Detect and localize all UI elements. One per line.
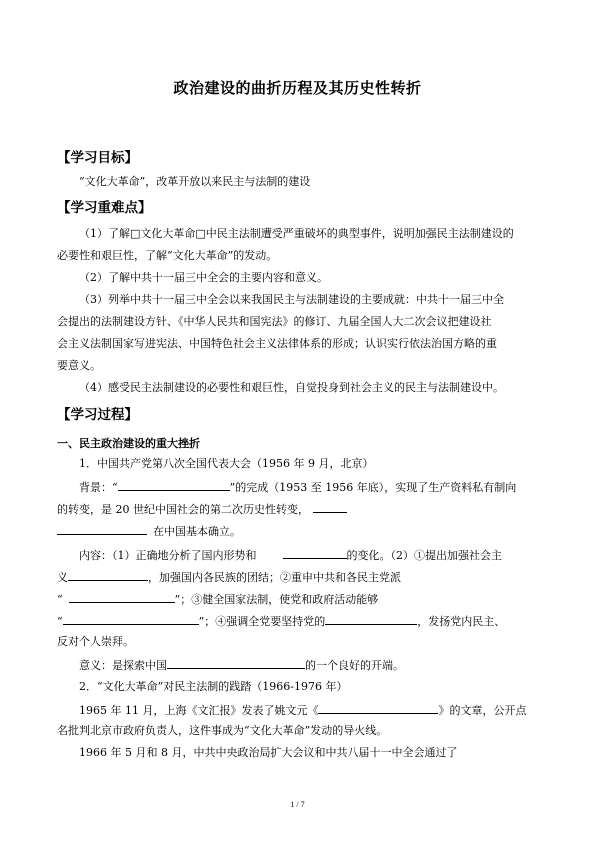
key-point-2: （2）了解中共十一届三中全会的主要内容和意义。 [79,271,328,284]
blank-4[interactable] [283,547,347,559]
blank-9[interactable] [167,657,305,669]
nr-text-f: ”；③健全国家法制，使党和政府活动能够 [174,593,379,606]
key-point-1a: （1）了解□文化大革命□中民主法制遭受严重破坏的典型事件，说明加强民主法制建设的 [79,227,514,240]
p2-text-a: 1965 年 11 月，上海《文汇报》发表了姚文元《 [79,704,319,717]
key-point-1b: 必要性和艰巨性，了解“文化大革命”的发动。 [57,249,278,262]
nr-text-i: ，发扬党内民主、 [417,615,506,628]
nr-text-h: ”；④强调全党要坚持党的 [198,615,326,628]
key-point-4: （4）感受民主法制建设的必要性和艰巨性，自觉投身到社会主义的民主与法制建设中。 [79,381,504,394]
para-2-line-2: 名批判北京市政府负责人，这件事成为“文化大革命”发动的导火线。 [57,724,388,737]
blank-10[interactable] [318,702,438,714]
blank-2[interactable] [313,501,347,513]
section-1-title: 一、民主政治建设的重大挫折 [57,437,200,450]
content-line-3 [57,591,537,607]
nr-text-a: 内容：（1）正确地分析了国内形势和 [79,549,257,562]
nr-text-g: “ [57,615,63,628]
para-2-title: 2．“文化大革命”对民主法制的践踏（1966-1976 年） [79,680,348,693]
background-line-2 [57,501,537,517]
blank-5[interactable] [68,569,148,581]
page-number: 1 / 7 [290,800,305,809]
para-2-line-1 [79,702,559,718]
key-point-3b: 会提出的法制建设方针、《中华人民共和国宪法》的修订、九届全国人大二次会议把建设社 [57,315,492,328]
background-line-1 [79,479,559,495]
bg-text-a: 背景：“ [79,481,118,494]
yy-text-b: 的一个良好的开端。 [305,659,404,672]
para-1-title: 1．中国共产党第八次全国代表大会（1956 年 9 月，北京） [79,457,374,470]
key-point-3d: 要意义。 [57,359,101,372]
blank-7[interactable] [63,613,199,625]
para-2-line-3: 1966 年 5 月和 8 月，中共中央政治局扩大会议和中共八届十一中全会通过了 [79,746,458,759]
heading-key-points: 【学习重难点】 [57,200,152,216]
content-line-2 [57,569,537,585]
content-line-1 [79,547,559,563]
bg-text-b: ”的完成（1953 至 1956 年底），实现了生产资料私有制向 [229,481,517,494]
blank-3[interactable] [57,523,147,535]
heading-learning-goals: 【学习目标】 [57,150,138,166]
nr-text-e: “ [57,593,63,606]
bg-text-c: 的转变，是 20 世纪中国社会的第二次历史性转变， [57,503,309,516]
blank-6[interactable] [69,591,175,603]
nr-text-c: 义 [57,571,68,584]
content-line-4 [57,613,537,629]
nr-text-d: ，加强国内各民族的团结；②重申中共和各民主党派 [148,571,401,584]
document-title: 政治建设的曲折历程及其历史性转折 [173,79,422,97]
significance-line [79,657,559,673]
nr-text-b: 的变化。（2）①提出加强社会主 [346,549,502,562]
background-line-3 [57,523,537,539]
blank-1[interactable] [118,479,230,491]
blank-8[interactable] [325,613,417,625]
key-point-3a: （3）列举中共十一届三中全会以来我国民主与法制建设的主要成就：中共十一届三中全 [79,293,504,306]
yy-text-a: 意义：是探索中国 [79,659,167,672]
p2-text-b: 》的文章，公开点 [438,704,527,717]
bg-text-d: 在中国基本确立。 [153,525,241,538]
heading-learning-process: 【学习过程】 [57,407,138,423]
key-point-3c: 会主义法制国家写进宪法、中国特色社会主义法律体系的形成；认识实行依法治国方略的重 [57,337,497,350]
goal-text: “文化大革命”，改革开放以来民主与法制的建设 [79,175,311,188]
content-line-5: 反对个人崇拜。 [57,635,134,648]
